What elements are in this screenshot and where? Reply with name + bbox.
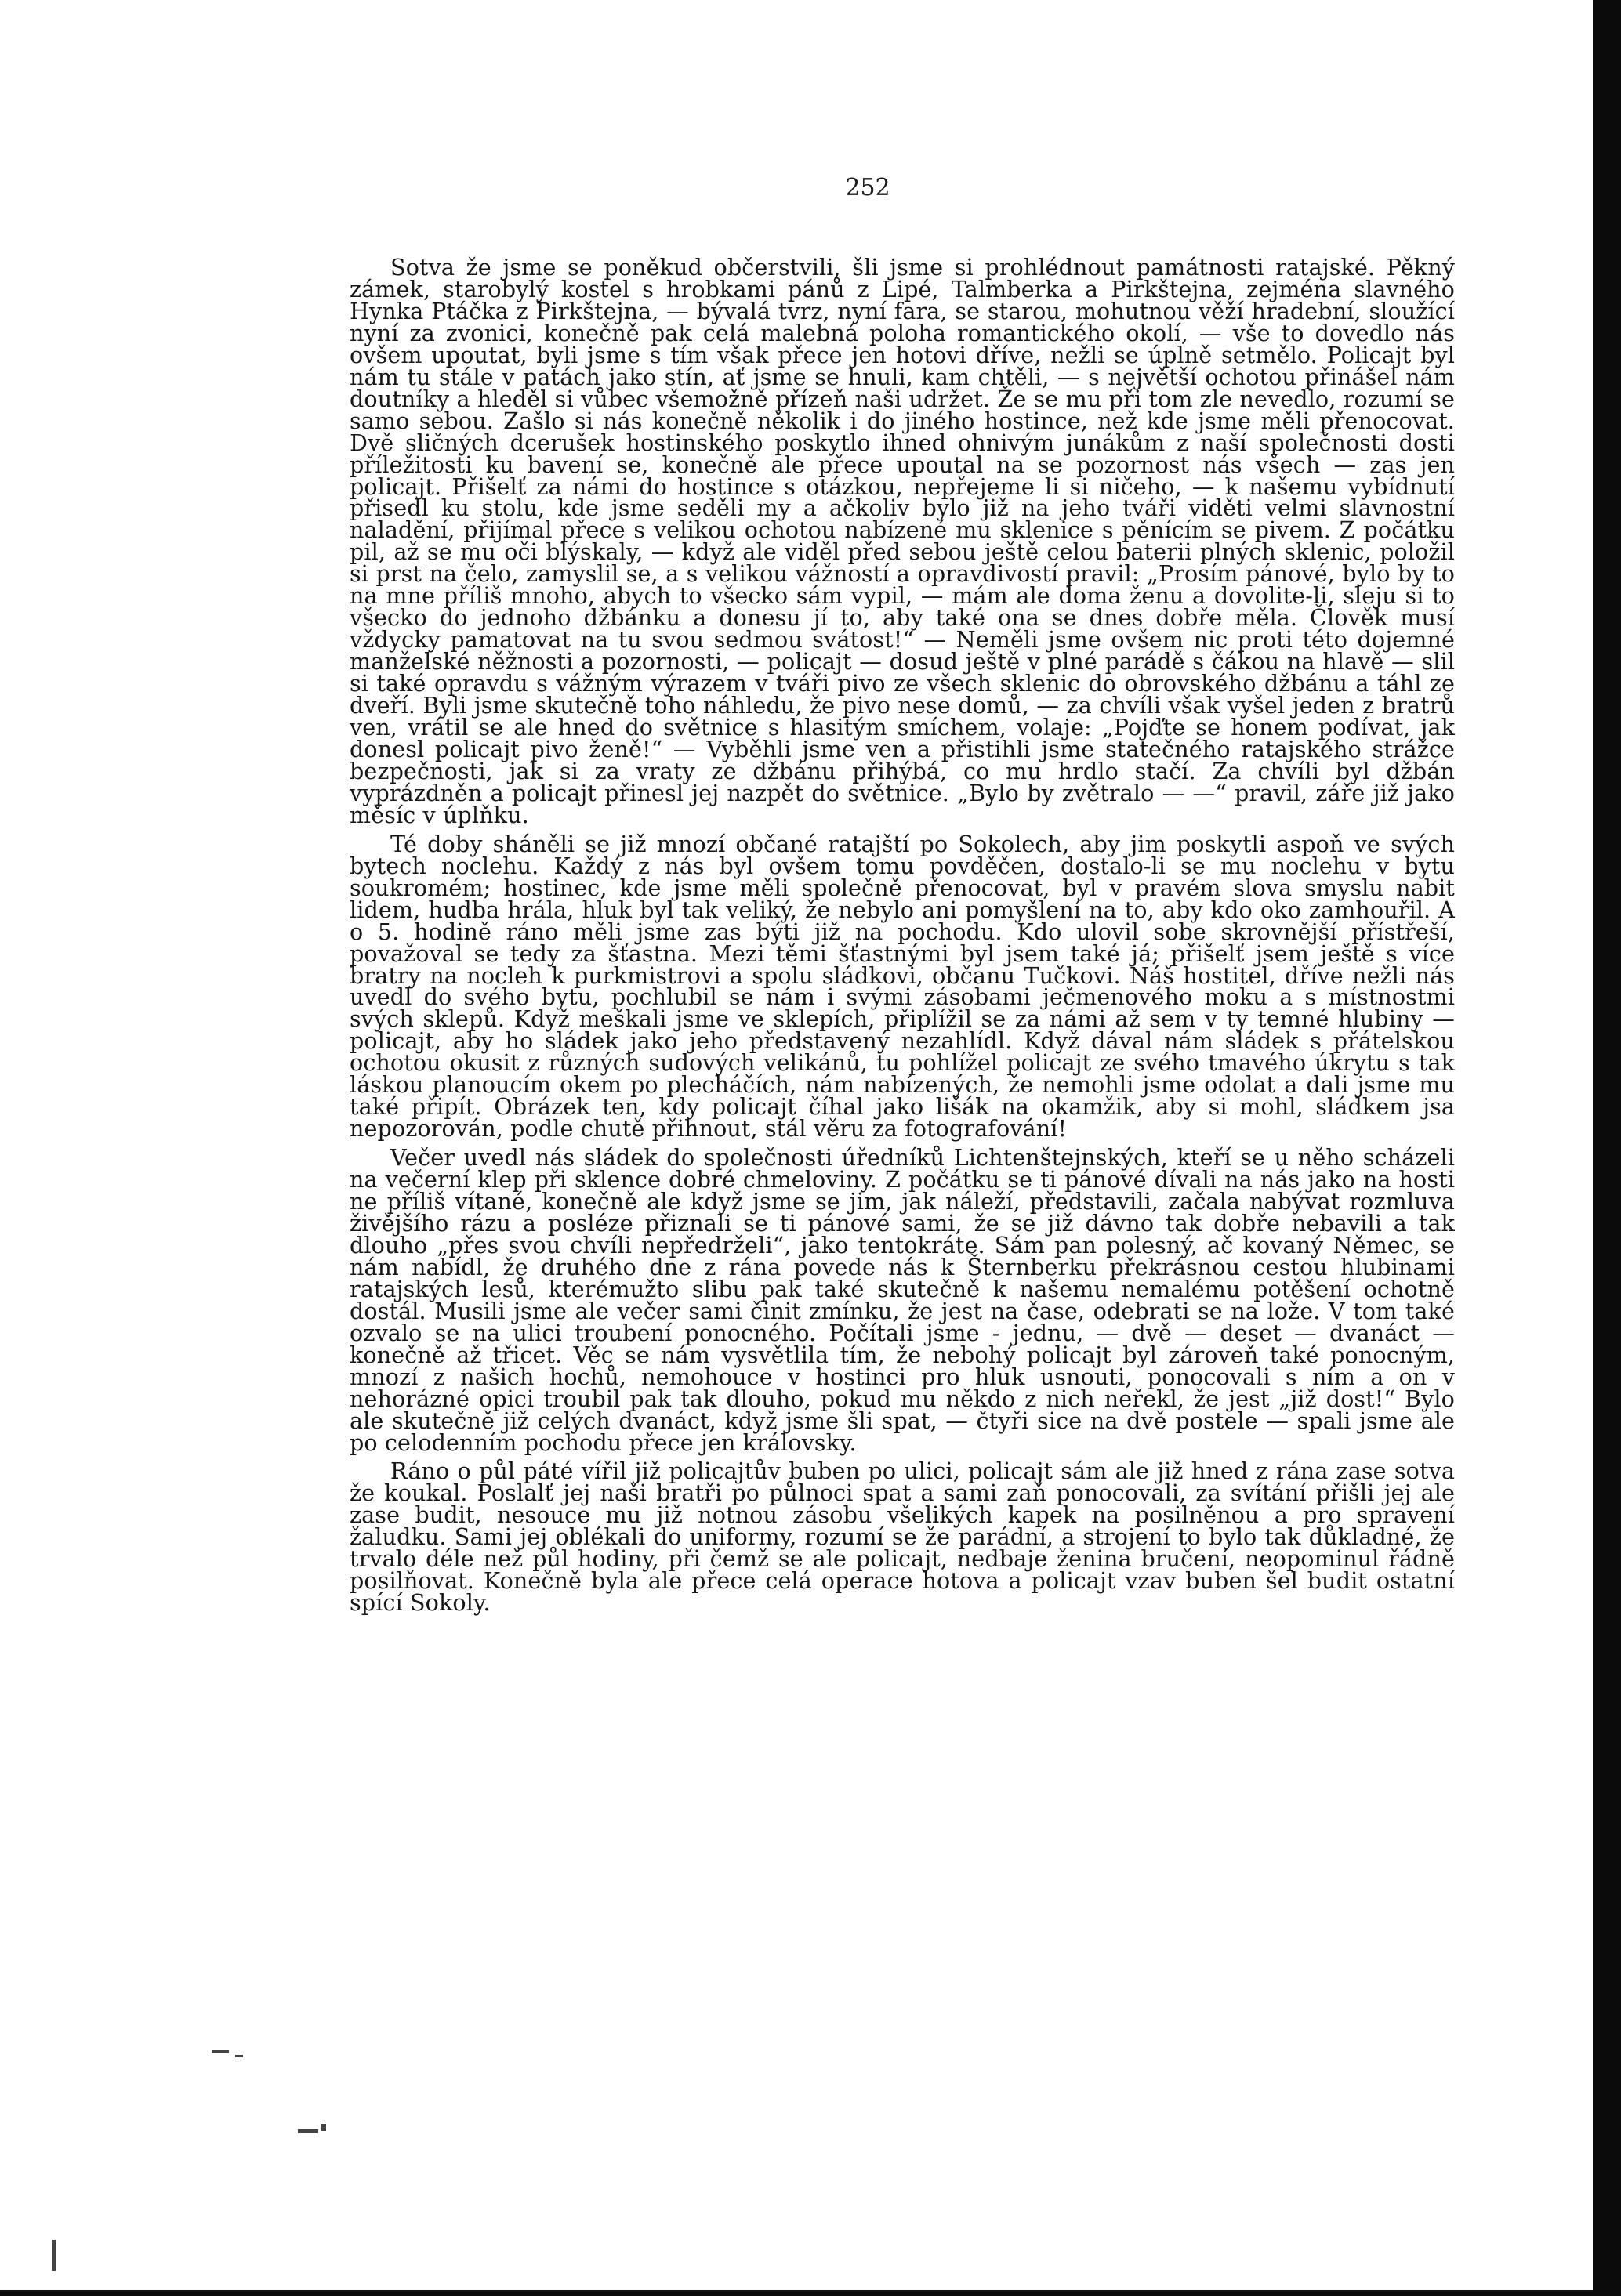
paragraph: Té doby sháněli se již mnozí občané ratajští po Sokolech, aby jim poskytli aspoň ve svých bytech noclehu. Každý z nás byl ovšem tomu povděčen, dostalo-li se mu noclehu v bytu soukromém; hostinec, kde jsme měli společně přenocovat, byl v pravém slova smyslu nabit lidem, hudba hrála, hluk byl tak veliký, že nebylo ani pomyšlení na to, aby kdo oko zamhouřil. A o 5. hodině ráno měli jsme zas býti již na pochodu. Kdo ulovil sobe skrovnější přístřeší, považoval se tedy za šťastna. Mezi těmi šťastnými byl jsem také já; přišelť jsem ještě s více bratry na nocleh k purkmistrovi a spolu sládkovi, občanu Tučkovi. Náš hostitel, dříve nežli nás uvedl do svého bytu, pochlubil se nám i svými zásobami ječmenového moku a s místnostmi svých sklepů. Když meškali jsme ve sklepích, připlížil se za námi až sem v ty temné hlubiny — policajt, aby ho sládek jako jeho představený nezahlídl. Když dával nám sládek s přátelskou ochotou okusit z různých sudových velikánů, tu pohlížel policajt ze svého tmavého úkrytu s tak láskou planoucím okem po plecháčích, nám nabízených, že nemohli jsme odolat a dali jsme mu také připít. Obrázek ten, kdy policajt číhal jako lišák na okamžik, aby si mohl, sládkem jsa nepozorován, podle chutě přihnout, stál věru za fotografování! — [350, 830, 1455, 1143]
margin-smudge — [321, 2124, 326, 2131]
page-number: 252 — [845, 174, 890, 201]
paragraph: Večer uvedl nás sládek do společnosti úředníků Lichtenštejnských, kteří se u něho scházeli na večerní klep při sklence dobré chmeloviny. Z počátku se ti pánové dívali na nás jako na hosti ne příliš vítané, konečně ale když jsme se jim, jak náleží, představili, začala nabývat rozmluva živějšího rázu a posléze přiznali se ti pánové sami, že se již dávno tak dobře nebavili a tak dlouho „přes svou chvíli nepředrželi“, jako tentokráte. Sám pan polesný, ač kovaný Němec, se nám nabídl, že druhého dne z rána povede nás k Šternberku překrásnou cestou hlubinami ratajských lesů, kterémužto slibu pak také skutečně k našemu nemalému potěšení ochotně dostál. Musili jsme ale večer sami činit zmínku, že jest na čase, odebrati se na lože. V tom také ozvalo se na ulici troubení ponocného. Počítali jsme - jednu, — dvě — deset — dvanáct — konečně až třicet. Věc se nám vysvětlila tím, že nebohý policajt byl zároveň také ponocným, mnozí z našich hochů, nemohouce v hostinci pro hluk usnouti, ponocovali s ním a on v nehorázné opici troubil pak tak dlouho, pokud mu někdo z nich neřekl, že jest „již dost!“ Bylo ale skutečně již celých dvanáct, když jsme šli spat, — čtyři sice na dvě postele — spali jsme ale po celodenním pochodu přece jen královsky. — [350, 1144, 1455, 1456]
margin-smudge — [235, 2055, 243, 2057]
body-text — [350, 254, 1455, 1621]
paragraph: Sotva že jsme se poněkud občerstvili, šli jsme si prohlédnout památnosti ratajské. Pěkný zámek, starobylý kostel s hrobkami pánů z Lipé, Talmberka a Pirkštejna, zejména slavného Hynka Ptáčka z Pirkštejna, — bývalá tvrz, nyní fara, se starou, mohutnou věží hradební, sloužící nyní za zvonici, konečně pak celá malebná poloha romantického okolí, — vše to dovedlo nás ovšem upoutat, byli jsme s tím však přece jen hotovi dříve, nežli se úplně setmělo. Policajt byl nám tu stále v patách jako stín, ať jsme se hnuli, kam chtěli, — s největší ochotou přinášel nám doutníky a hleděl si vůbec všemožně přízeň naši udržet. Že se mu při tom zle nevedlo, rozumí se samo sebou. Zašlo si nás konečně několik i do jiného hostince, než kde jsme měli přenocovat. Dvě sličných dcerušek hostinského poskytlo ihned ohnivým junákům z naší společnosti dosti příležitosti ku bavení se, konečně ale přece upoutal na se pozornost nás všech — zas jen policajt. Přišelť za námi do hostince s otázkou, nepřejeme li si ničeho, — k našemu vybídnutí přisedl ku stolu, kde jsme seděli my a ačkoliv bylo již na jeho tváři viděti velmi slavnostní naladění, přijímal přece s velikou ochotou nabízené mu sklenice s pěnícím se pivem. Z počátku pil, až se mu oči blýskaly, — když ale viděl před sebou ještě celou baterii plných sklenic, položil si prst na čelo, zamyslil se, a s velikou vážností a opravdivostí pravil: „Prosím pánové, bylo by to na mne příliš mnoho, abych to všecko sám vypil, — mám ale doma ženu a dovolite-li, sleju si to všecko do jednoho džbánku a donesu jí to, aby také ona se dnes dobře měla. Člověk musí vždycky pamatovat na tu svou sedmou svátost!“ — Neměli jsme ovšem nic proti této dojemné manželské něžnosti a pozornosti, — policajt — dosud ještě v plné parádě s čákou na hlavě — slil si také opravdu s vážným výrazem v tváři pivo ze všech sklenic do obrovského džbánu a táhl ze dveří. Byli jsme skutečně toho náhledu, že pivo nese domů, — za chvíli však vyšel jeden z bratrů ven, vrátil se ale hned do světnice s hlasitým smíchem, volaje: „Pojďte se honem podívat, jak donesl policajt pivo ženě!“ — Vyběhli jsme ven a přistihli jsme statečného ratajského strážce bezpečnosti, jak si za vraty ze džbánu přihýbá, co mu hrdlo stačí. Za chvíli byl džbán vyprázdněn a policajt přinesl jej nazpět do světnice. „Bylo by zvětralo — —“ pravil, záře již jako měsíc v úplňku. — [350, 254, 1455, 828]
scan-border — [1593, 0, 1621, 2296]
margin-smudge — [52, 2240, 56, 2271]
margin-smudge — [212, 2050, 229, 2053]
margin-smudge — [298, 2129, 318, 2133]
paragraph: Ráno o půl páté vířil již policajtův buben po ulici, policajt sám ale již hned z rána zase sotva že koukal. Poslalť jej naši bratři po půlnoci spat a sami zaň ponocovali, za svítání přišli jej ale zase budit, nesouce mu již notnou zásobu všelikých kapek na posilněnou a pro spravení žaludku. Sami jej oblékali do uniformy, rozumí se že parádní, a strojení to bylo tak důkladné, že trvalo déle než půl hodiny, při čemž se ale policajt, nedbaje ženina bručení, neopominul řádně posilňovat. Konečně byla ale přece celá operace hotova a policajt vzav buben šel budit ostatní spící Sokoly. — [350, 1458, 1455, 1617]
